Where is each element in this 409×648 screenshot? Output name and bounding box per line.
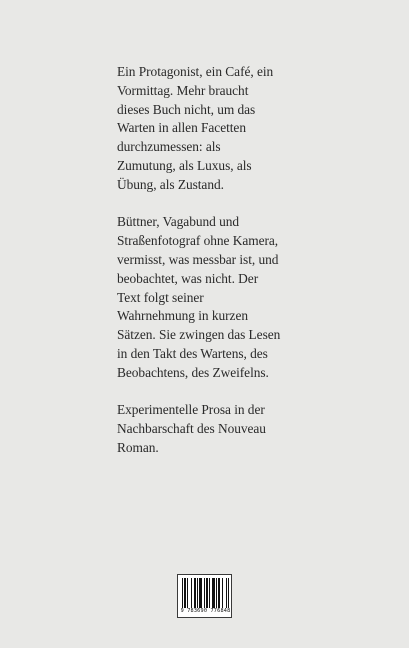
barcode-bar [226, 578, 227, 608]
blurb-paragraph-1: Ein Protagonist, ein Café, ein Vormittag. Mehr braucht dieses Buch nicht, um das Warten in allen Facetten durchzumessen: als Zumutung, als Luxus, als Übung, als Zustand. [117, 64, 274, 192]
barcode-bar [194, 578, 196, 608]
barcode-bar [209, 578, 210, 608]
barcode-bar [197, 578, 198, 608]
blurb-paragraph-2: Büttner, Vagabund und Straßenfotograf ohne Kamera, vermisst, was messbar ist, und beobachtet, was nicht. Der Text folgt seiner Wahrnehmung in kurzen Sätzen. Sie zwingen das Lesen in den Takt des Wartens, des Beobachtens, des Zweifelns. [117, 214, 281, 380]
barcode-bar [212, 578, 215, 608]
barcode-bar [216, 578, 217, 608]
barcode-bar [228, 578, 229, 608]
barcode-bar [182, 578, 183, 608]
barcode-bar [187, 578, 188, 608]
isbn-number: 9 783690 776848 [180, 608, 231, 614]
back-cover-blurb [117, 63, 317, 477]
barcode-bar [218, 578, 220, 608]
isbn-barcode [177, 574, 232, 618]
blurb-paragraph-3: Experimentelle Prosa in der Nachbarschaft des Nouveau Roman. [117, 402, 266, 455]
barcode-bar [191, 578, 192, 608]
barcode-bar [206, 578, 208, 608]
barcode-bars [182, 578, 229, 608]
barcode-bar [222, 578, 223, 608]
barcode-bar [199, 578, 202, 608]
barcode-bar [204, 578, 205, 608]
barcode-bar [184, 578, 186, 608]
